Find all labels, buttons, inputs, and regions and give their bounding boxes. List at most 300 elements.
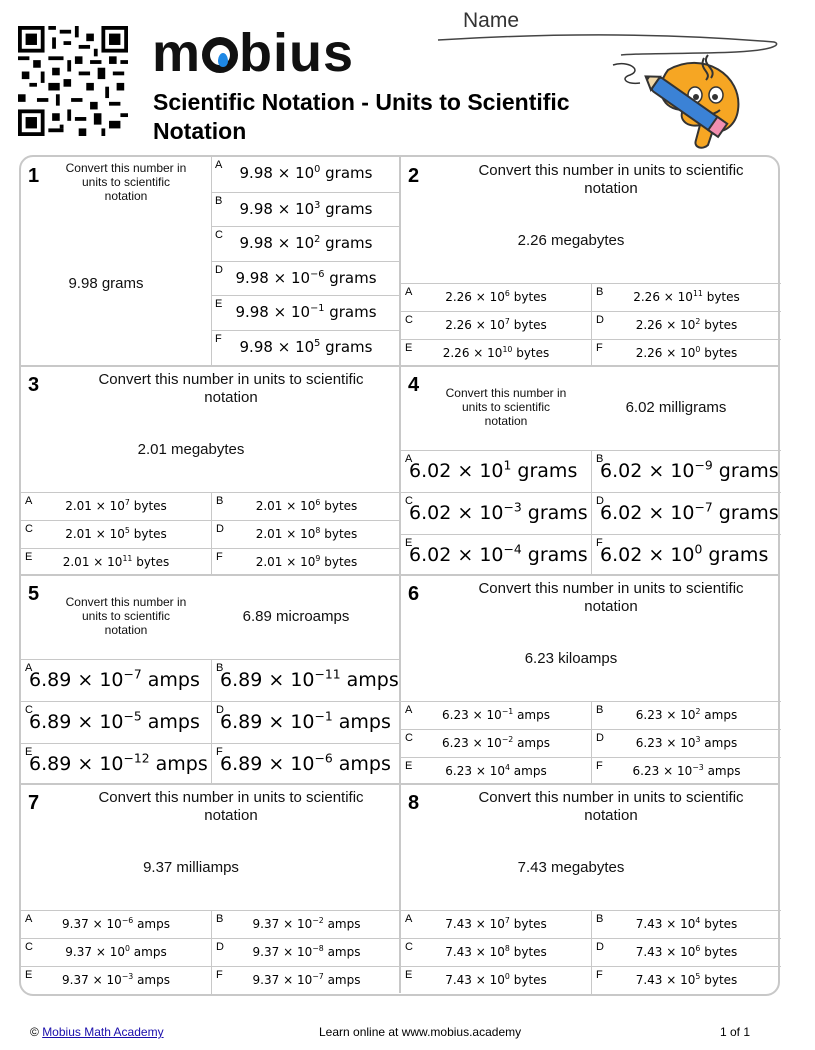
base-ten: 10 bbox=[99, 669, 124, 691]
base-ten: 10 bbox=[300, 555, 316, 569]
times-sign: × bbox=[473, 346, 484, 360]
question-prompt: Convert this number in units to scientific notation bbox=[98, 789, 364, 824]
exponent: 9 bbox=[315, 554, 321, 563]
option-unit: grams bbox=[329, 303, 377, 321]
option-letter: E bbox=[405, 760, 413, 772]
base-ten: 10 bbox=[670, 544, 695, 566]
option-mantissa: 6.02 bbox=[409, 460, 452, 482]
question-cell bbox=[401, 157, 781, 366]
option-value bbox=[592, 945, 781, 959]
question-prompt: Convert this number in units to scientific notation bbox=[445, 386, 567, 428]
option-letter: F bbox=[596, 342, 603, 354]
exponent: 11 bbox=[692, 289, 703, 298]
exponent: 2 bbox=[695, 707, 701, 716]
exponent: 11 bbox=[122, 554, 133, 563]
option-letter: F bbox=[215, 332, 222, 345]
option-a[interactable] bbox=[21, 910, 211, 938]
option-value bbox=[211, 338, 401, 356]
exponent: 0 bbox=[504, 972, 510, 981]
base-ten: 10 bbox=[677, 290, 693, 304]
exponent: −6 bbox=[310, 268, 325, 280]
option-mantissa: 9.37 bbox=[65, 945, 92, 959]
times-sign: × bbox=[277, 164, 291, 182]
option-mantissa: 2.01 bbox=[255, 555, 283, 569]
option-letter: A bbox=[405, 453, 413, 465]
exponent: −5 bbox=[123, 709, 142, 724]
times-sign: × bbox=[277, 199, 291, 218]
option-value bbox=[211, 303, 401, 321]
question-number: 7 bbox=[28, 792, 40, 814]
times-sign: × bbox=[666, 945, 677, 959]
times-sign: × bbox=[666, 708, 677, 722]
question-prompt: Convert this number in units to scientific notation bbox=[65, 161, 187, 203]
exponent: 4 bbox=[695, 916, 701, 925]
option-unit: bytes bbox=[516, 346, 550, 360]
base-ten: 10 bbox=[109, 527, 125, 541]
exponent: −3 bbox=[121, 972, 134, 981]
given-value: 6.23 kiloamps bbox=[524, 650, 618, 667]
option-b[interactable] bbox=[211, 492, 401, 520]
option-mantissa: 7.43 bbox=[635, 973, 663, 987]
question-number: 6 bbox=[408, 583, 420, 605]
times-sign: × bbox=[663, 764, 674, 778]
base-ten: 10 bbox=[106, 917, 122, 931]
option-d[interactable] bbox=[211, 701, 401, 743]
question-cell bbox=[401, 366, 781, 575]
option-letter: E bbox=[215, 298, 223, 310]
copyright-symbol: © bbox=[30, 1025, 39, 1039]
option-unit: amps bbox=[513, 764, 547, 778]
option-c[interactable] bbox=[21, 520, 211, 548]
option-value bbox=[600, 460, 781, 482]
option-letter: D bbox=[596, 314, 604, 326]
option-unit: amps bbox=[155, 753, 208, 775]
option-unit: grams bbox=[527, 502, 588, 524]
option-value bbox=[21, 499, 211, 513]
option-letter: A bbox=[25, 495, 33, 507]
base-ten: 10 bbox=[489, 318, 505, 332]
exponent: −6 bbox=[121, 916, 134, 925]
option-unit: amps bbox=[327, 917, 361, 931]
given-value: 2.26 megabytes bbox=[517, 232, 625, 249]
option-letter: D bbox=[596, 495, 604, 507]
exponent: −7 bbox=[694, 500, 713, 515]
option-letter: C bbox=[405, 495, 413, 507]
question-number: 8 bbox=[408, 792, 420, 814]
base-ten: 10 bbox=[296, 917, 313, 931]
option-letter: C bbox=[405, 314, 413, 326]
question-number: 5 bbox=[28, 583, 40, 605]
question-prompt: Convert this number in units to scientific notation bbox=[478, 789, 744, 824]
option-c[interactable] bbox=[211, 226, 401, 261]
option-d[interactable] bbox=[211, 261, 401, 296]
option-unit: grams bbox=[718, 502, 779, 524]
option-f[interactable] bbox=[211, 330, 401, 365]
times-sign: × bbox=[457, 544, 474, 566]
option-d[interactable] bbox=[591, 492, 781, 534]
base-ten: 10 bbox=[676, 764, 693, 778]
option-a[interactable] bbox=[401, 701, 591, 729]
exponent: 3 bbox=[695, 735, 701, 744]
mobius-link[interactable]: Mobius Math Academy bbox=[42, 1025, 164, 1039]
times-sign: × bbox=[286, 555, 297, 569]
option-a[interactable] bbox=[401, 910, 591, 938]
option-f[interactable] bbox=[211, 966, 401, 994]
exponent: −11 bbox=[314, 667, 341, 682]
option-value bbox=[401, 945, 591, 959]
option-e[interactable] bbox=[21, 743, 211, 785]
base-ten: 10 bbox=[290, 669, 315, 691]
base-ten: 10 bbox=[106, 973, 122, 987]
base-ten: 10 bbox=[486, 736, 502, 750]
exponent: 7 bbox=[504, 916, 510, 925]
option-mantissa: 9.98 bbox=[239, 164, 273, 182]
exponent: 8 bbox=[504, 944, 510, 953]
option-mantissa: 2.26 bbox=[445, 290, 472, 304]
option-unit: amps bbox=[137, 973, 170, 987]
option-unit: grams bbox=[325, 234, 373, 252]
base-ten: 10 bbox=[300, 527, 316, 541]
question-cell bbox=[21, 575, 401, 784]
option-c[interactable] bbox=[21, 701, 211, 743]
base-ten: 10 bbox=[680, 708, 696, 722]
times-sign: × bbox=[283, 973, 294, 987]
option-e[interactable] bbox=[21, 966, 211, 994]
option-value bbox=[21, 945, 211, 959]
option-unit: grams bbox=[325, 337, 373, 356]
option-c[interactable] bbox=[21, 938, 211, 966]
option-b[interactable] bbox=[211, 192, 401, 227]
exponent: −2 bbox=[312, 916, 324, 925]
option-mantissa: 6.89 bbox=[29, 753, 72, 775]
option-value bbox=[220, 753, 401, 775]
option-value bbox=[409, 460, 591, 482]
option-letter: D bbox=[216, 523, 224, 535]
exponent: 10 bbox=[502, 345, 513, 354]
option-unit: grams bbox=[527, 544, 588, 566]
option-mantissa: 2.26 bbox=[635, 346, 663, 360]
option-a[interactable] bbox=[21, 659, 211, 701]
base-ten: 10 bbox=[109, 499, 125, 513]
option-mantissa: 7.43 bbox=[635, 917, 663, 931]
option-mantissa: 6.23 bbox=[442, 736, 469, 750]
option-mantissa: 2.26 bbox=[445, 318, 472, 332]
option-f[interactable] bbox=[591, 966, 781, 994]
question-prompt: Convert this number in units to scientific notation bbox=[65, 595, 187, 637]
base-ten: 10 bbox=[99, 711, 124, 733]
option-mantissa: 6.02 bbox=[600, 502, 643, 524]
brand-o-drop-icon bbox=[202, 37, 238, 73]
option-mantissa: 2.01 bbox=[65, 499, 92, 513]
question-cell bbox=[401, 784, 781, 993]
option-unit: amps bbox=[707, 764, 741, 778]
exponent: −9 bbox=[694, 458, 713, 473]
option-letter: B bbox=[215, 194, 223, 207]
option-d[interactable] bbox=[591, 311, 781, 339]
option-mantissa: 9.98 bbox=[239, 337, 273, 356]
option-unit: amps bbox=[346, 669, 399, 691]
option-value bbox=[29, 711, 211, 733]
base-ten: 10 bbox=[479, 460, 504, 482]
exponent: 0 bbox=[125, 944, 130, 953]
option-value bbox=[401, 973, 591, 987]
option-unit: amps bbox=[338, 711, 391, 733]
option-unit: bytes bbox=[513, 290, 547, 304]
times-sign: × bbox=[663, 290, 674, 304]
exponent: −3 bbox=[692, 763, 704, 772]
times-sign: × bbox=[273, 268, 287, 287]
exponent: 2 bbox=[314, 234, 321, 245]
base-ten: 10 bbox=[109, 945, 125, 959]
option-value bbox=[212, 973, 401, 987]
option-b[interactable] bbox=[591, 701, 781, 729]
option-value bbox=[592, 318, 781, 332]
option-unit: amps bbox=[137, 917, 170, 931]
base-ten: 10 bbox=[680, 346, 696, 360]
page-title: Scientific Notation - Units to Scientific Notation bbox=[153, 89, 570, 144]
option-b[interactable] bbox=[211, 659, 401, 701]
option-a[interactable] bbox=[21, 492, 211, 520]
exponent: 6 bbox=[695, 944, 701, 953]
option-letter: B bbox=[596, 286, 604, 298]
exponent: 6 bbox=[504, 289, 510, 298]
base-ten: 10 bbox=[680, 917, 696, 931]
option-letter: A bbox=[215, 159, 223, 171]
option-unit: amps bbox=[704, 736, 738, 750]
exponent: 5 bbox=[314, 337, 321, 349]
base-ten: 10 bbox=[680, 318, 696, 332]
question-number: 4 bbox=[408, 374, 420, 396]
option-unit: bytes bbox=[513, 973, 547, 987]
option-letter: A bbox=[405, 286, 413, 298]
qr-code bbox=[18, 26, 128, 136]
option-value bbox=[212, 917, 401, 931]
footer-center: Learn online at www.mobius.academy bbox=[319, 1025, 522, 1039]
option-value bbox=[21, 917, 211, 931]
option-letter: A bbox=[25, 913, 33, 925]
option-letter: E bbox=[25, 969, 33, 981]
option-value bbox=[401, 318, 591, 332]
option-value bbox=[211, 234, 401, 252]
times-sign: × bbox=[475, 945, 486, 959]
exponent: −7 bbox=[312, 972, 324, 981]
option-value bbox=[401, 917, 591, 931]
option-value bbox=[592, 346, 781, 360]
times-sign: × bbox=[286, 527, 297, 541]
footer-copyright bbox=[30, 1025, 164, 1039]
option-mantissa: 6.89 bbox=[220, 711, 263, 733]
exponent: −1 bbox=[310, 303, 325, 314]
option-value bbox=[220, 669, 401, 691]
times-sign: × bbox=[666, 736, 677, 750]
times-sign: × bbox=[77, 669, 94, 691]
brand-logo bbox=[152, 18, 354, 88]
times-sign: × bbox=[277, 337, 291, 356]
option-letter: A bbox=[405, 704, 413, 716]
times-sign: × bbox=[268, 711, 285, 733]
option-e[interactable] bbox=[401, 757, 591, 785]
option-d[interactable] bbox=[591, 938, 781, 966]
option-letter: D bbox=[596, 941, 604, 953]
option-value bbox=[592, 973, 781, 987]
option-mantissa: 6.02 bbox=[409, 502, 452, 524]
option-mantissa: 2.01 bbox=[65, 527, 92, 541]
option-mantissa: 2.01 bbox=[255, 499, 283, 513]
option-mantissa: 9.37 bbox=[62, 973, 89, 987]
option-letter: E bbox=[25, 551, 33, 563]
given-value: 6.89 microamps bbox=[242, 608, 350, 625]
base-ten: 10 bbox=[680, 736, 696, 750]
option-mantissa: 9.37 bbox=[252, 945, 280, 959]
option-letter: C bbox=[25, 704, 33, 716]
option-unit: amps bbox=[327, 973, 361, 987]
option-value bbox=[220, 711, 401, 733]
option-e[interactable] bbox=[211, 295, 401, 330]
option-unit: bytes bbox=[324, 527, 358, 541]
option-letter: F bbox=[216, 969, 223, 981]
times-sign: × bbox=[283, 945, 294, 959]
given-value: 9.37 milliamps bbox=[143, 859, 239, 876]
base-ten: 10 bbox=[489, 945, 505, 959]
option-mantissa: 9.37 bbox=[252, 917, 280, 931]
option-unit: amps bbox=[517, 708, 550, 722]
option-mantissa: 2.26 bbox=[442, 346, 470, 360]
option-e[interactable] bbox=[401, 534, 591, 576]
option-value bbox=[211, 200, 401, 218]
option-letter: E bbox=[405, 537, 413, 549]
exponent: −1 bbox=[314, 709, 333, 724]
option-unit: bytes bbox=[704, 346, 738, 360]
option-value bbox=[21, 555, 211, 569]
option-mantissa: 7.43 bbox=[635, 945, 663, 959]
option-value bbox=[21, 527, 211, 541]
option-unit: bytes bbox=[704, 318, 738, 332]
option-letter: F bbox=[216, 551, 223, 563]
footer-page: 1 of 1 bbox=[720, 1025, 751, 1039]
option-a[interactable] bbox=[211, 157, 401, 192]
question-cell bbox=[21, 157, 401, 366]
option-letter: D bbox=[215, 263, 223, 276]
option-unit: bytes bbox=[324, 555, 358, 569]
exponent: 7 bbox=[124, 498, 130, 507]
option-d[interactable] bbox=[211, 938, 401, 966]
times-sign: × bbox=[92, 917, 103, 931]
option-mantissa: 6.02 bbox=[600, 460, 643, 482]
times-sign: × bbox=[666, 318, 677, 332]
exponent: 1 bbox=[503, 458, 512, 473]
option-mantissa: 7.43 bbox=[445, 945, 472, 959]
option-unit: bytes bbox=[704, 973, 738, 987]
exponent: −1 bbox=[501, 707, 514, 716]
option-e[interactable] bbox=[21, 548, 211, 576]
times-sign: × bbox=[475, 764, 486, 778]
question-cell bbox=[21, 366, 401, 575]
base-ten: 10 bbox=[300, 499, 316, 513]
option-mantissa: 9.37 bbox=[252, 973, 280, 987]
option-letter: F bbox=[596, 760, 603, 772]
times-sign: × bbox=[666, 346, 677, 360]
option-f[interactable] bbox=[591, 757, 781, 785]
question-prompt: Convert this number in units to scientific notation bbox=[478, 162, 744, 197]
times-sign: × bbox=[277, 234, 291, 252]
option-f[interactable] bbox=[211, 548, 401, 576]
option-unit: amps bbox=[147, 669, 200, 691]
option-a[interactable] bbox=[401, 283, 591, 311]
exponent: −7 bbox=[123, 667, 142, 682]
option-c[interactable] bbox=[401, 938, 591, 966]
option-value bbox=[592, 917, 781, 931]
exponent: 8 bbox=[315, 526, 321, 535]
option-unit: bytes bbox=[133, 499, 167, 513]
option-d[interactable] bbox=[211, 520, 401, 548]
exponent: 3 bbox=[314, 199, 321, 211]
option-value bbox=[600, 502, 781, 524]
option-d[interactable] bbox=[591, 729, 781, 757]
times-sign: × bbox=[457, 460, 474, 482]
option-mantissa: 2.01 bbox=[62, 555, 90, 569]
option-letter: B bbox=[216, 662, 224, 674]
times-sign: × bbox=[666, 917, 677, 931]
base-ten: 10 bbox=[489, 290, 505, 304]
option-mantissa: 6.02 bbox=[409, 544, 452, 566]
times-sign: × bbox=[268, 669, 285, 691]
option-c[interactable] bbox=[401, 311, 591, 339]
question-prompt: Convert this number in units to scientific notation bbox=[98, 371, 364, 406]
option-unit: bytes bbox=[324, 499, 358, 513]
option-b[interactable] bbox=[591, 450, 781, 492]
option-unit: amps bbox=[147, 711, 200, 733]
times-sign: × bbox=[666, 973, 677, 987]
exponent: 5 bbox=[695, 972, 701, 981]
times-sign: × bbox=[95, 499, 106, 513]
option-value bbox=[401, 764, 591, 778]
base-ten: 10 bbox=[295, 164, 315, 182]
option-value bbox=[600, 544, 781, 566]
question-cell bbox=[401, 575, 781, 784]
option-b[interactable] bbox=[591, 910, 781, 938]
option-e[interactable] bbox=[401, 339, 591, 367]
times-sign: × bbox=[475, 318, 486, 332]
option-unit: bytes bbox=[704, 945, 738, 959]
times-sign: × bbox=[475, 290, 486, 304]
option-unit: bytes bbox=[133, 527, 167, 541]
option-c[interactable] bbox=[401, 492, 591, 534]
option-a[interactable] bbox=[401, 450, 591, 492]
option-f[interactable] bbox=[591, 339, 781, 367]
option-unit: amps bbox=[133, 945, 167, 959]
option-letter: E bbox=[405, 969, 413, 981]
base-ten: 10 bbox=[290, 711, 315, 733]
option-b[interactable] bbox=[211, 910, 401, 938]
option-c[interactable] bbox=[401, 729, 591, 757]
base-ten: 10 bbox=[107, 555, 123, 569]
option-e[interactable] bbox=[401, 966, 591, 994]
option-f[interactable] bbox=[591, 534, 781, 576]
exponent: 5 bbox=[124, 526, 130, 535]
option-mantissa: 9.37 bbox=[62, 917, 89, 931]
option-letter: B bbox=[216, 495, 224, 507]
option-b[interactable] bbox=[591, 283, 781, 311]
option-unit: bytes bbox=[513, 318, 547, 332]
option-mantissa: 6.89 bbox=[29, 711, 72, 733]
option-mantissa: 9.98 bbox=[239, 199, 273, 218]
option-f[interactable] bbox=[211, 743, 401, 785]
option-unit: amps bbox=[338, 753, 391, 775]
option-letter: C bbox=[25, 941, 33, 953]
base-ten: 10 bbox=[487, 346, 503, 360]
option-unit: grams bbox=[329, 268, 377, 287]
option-value bbox=[211, 164, 401, 182]
